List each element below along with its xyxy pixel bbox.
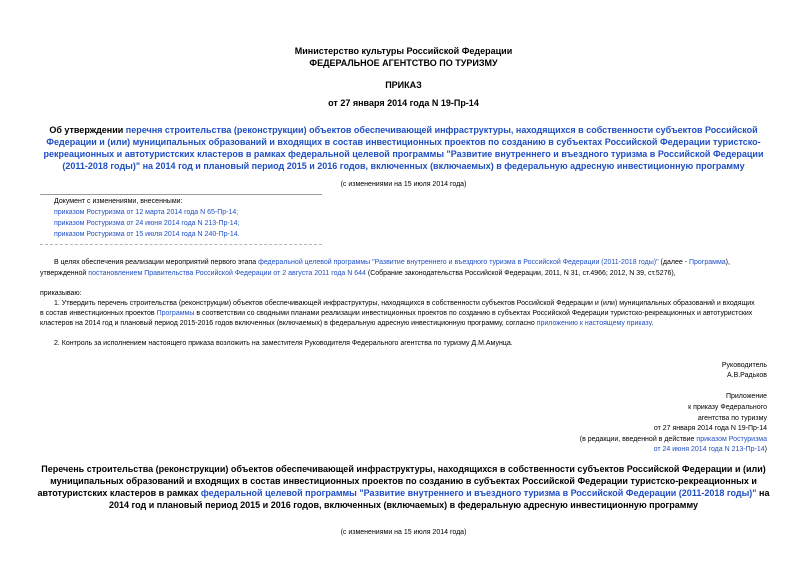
preamble-text3: ), [725,259,730,266]
program-link[interactable]: федеральной целевой программы "Развитие внутреннего и въездного туризма в Российской Федерации (2011-2018 годы)" [258,259,659,266]
changes-item[interactable] [54,230,240,240]
appendix-amend-link[interactable]: приказом Ростуризма [696,436,767,443]
item1-text2: в соответствии со сводными планами реализации инвестиционных проектов по созданию в субъектах Российской Федерации туристско-рекреационных и автотуристских [194,310,753,317]
appendix-l3: агентства по туризму [697,415,767,422]
amendment-note: (с изменениями на 15 июля 2014 года) [340,181,467,188]
item1-text1: в состав инвестиционных проектов [40,310,157,317]
preamble-line2 [40,269,676,279]
appendix-l5 [440,435,767,445]
changes-link-1[interactable]: приказом Ростуризма от 12 марта 2014 года N 65-Пр-14; [54,209,239,216]
title-link-line3[interactable]: рекреационных и автотуристских кластеров в рамках федеральной целевой программы "Развитие внутреннего и въездного туризма в Российской Федерации [43,149,764,159]
appendix-l5-text: (в редакции, введенной в действие [579,436,697,443]
changes-link-2[interactable]: приказом Ростуризма от 24 июня 2014 года N 213-Пр-14; [54,220,240,227]
signature-title: Руководитель [721,362,767,369]
list-title [10,463,797,511]
appendix-l6 [440,445,767,455]
order-date: от 27 января 2014 года N 19-Пр-14 [328,98,479,108]
preamble-text2: (далее - [658,259,689,266]
preamble-line1 [54,258,730,268]
appendix-link[interactable]: приложению к настоящему приказу [536,320,652,327]
list-title-line3-end: на [756,488,770,498]
appendix-l6-end: ) [764,446,767,453]
preamble-text4: утвержденной [40,270,89,277]
preamble-text5: (Собрание законодательства Российской Федерации, 2011, N 31, ст.4966; 2012, N 39, ст.5276), [365,270,676,277]
changes-item[interactable] [54,219,240,229]
list-title-line1: Перечень строительства (реконструкции) объектов обеспечивающей инфраструктуры, находящихся в собственности субъектов Российской Федерации и (или) [41,464,766,474]
ministry-name: Министерство культуры Российской Федерации [294,46,513,56]
list-title-line2: муниципальных образований и входящих в состав инвестиционных проектов по созданию в субъектах Российской Федерации туристско-рекреационных и [50,476,757,486]
item2: 2. Контроль за исполнением настоящего приказа возложить на заместителя Руководителя Федерального агентства по туризму Д.М.Амунца. [54,340,513,347]
preamble-text1: В целях обеспечения реализации мероприятий первого этапа [54,259,259,266]
changes-link-3[interactable]: приказом Ростуризма от 15 июля 2014 года N 240-Пр-14. [54,231,240,238]
order-word: приказываю: [40,290,82,297]
item1-line1: 1. Утвердить перечень строительства (реконструкции) объектов обеспечивающей инфраструктуры, находящихся в собственности субъектов Российской Федерации и (или) муниципальных образований и входящих [54,300,755,307]
appendix-amend-date-link[interactable]: от 24 июня 2014 года N 213-Пр-14 [653,446,765,453]
item1-line2 [40,309,752,319]
changes-item[interactable] [54,208,238,218]
changes-label: Документ с изменениями, внесенными: [54,198,183,205]
agency-name: ФЕДЕРАЛЬНОЕ АГЕНТСТВО ПО ТУРИЗМУ [309,58,498,68]
order-title [20,124,787,172]
item1-end: . [651,320,654,327]
list-title-line3-text: автотуристских кластеров в рамках [37,488,201,498]
title-link-line4[interactable]: (2011-2018 годы)" на 2014 год и плановый период 2015 и 2016 годов, включенных (включаемых) в федеральную адресную инвестиционную программу [62,161,745,171]
signature-name: А.В.Радьков [726,372,767,379]
changes-bottom-rule [40,244,322,245]
title-link-line1[interactable]: перечня строительства (реконструкции) объектов обеспечивающей инфраструктуры, находящихся в собственности субъектов Российской [125,125,758,135]
item1-text3: кластеров на 2014 год и плановый период 2015-2016 годов включенных (включаемых) в федеральную адресную инвестиционную программу, согласно [40,320,537,327]
title-link-line2[interactable]: Федерации и (или) муниципальных образований и входящих в состав инвестиционных проектов по созданию в субъектах Российской Федерации туристско- [46,137,761,147]
item1-program-link[interactable]: Программы [156,310,195,317]
appendix-l4: от 27 января 2014 года N 19-Пр-14 [653,425,767,432]
changes-top-rule [40,194,322,195]
government-decree-link[interactable]: постановлением Правительства Российской Федерации от 2 августа 2011 года N 644 [88,270,366,277]
appendix-l1: Приложение [725,393,767,400]
doc-type: ПРИКАЗ [385,80,422,90]
program-short-link[interactable]: Программа [688,259,726,266]
list-title-program-link[interactable]: федеральной целевой программы "Развитие внутреннего и въездного туризма в Российской Федерации (2011-2018 годы)" [200,488,757,498]
appendix-l2: к приказу Федерального [688,404,767,411]
list-title-line4: 2014 год и плановый период 2015 и 2016 годов, включенных (включаемых) в федеральную адресную инвестиционную программу [108,500,699,510]
item1-line3 [40,319,653,329]
title-prefix: Об утверждении [49,125,126,135]
bottom-amendment-note: (с изменениями на 15 июля 2014 года) [340,529,467,536]
